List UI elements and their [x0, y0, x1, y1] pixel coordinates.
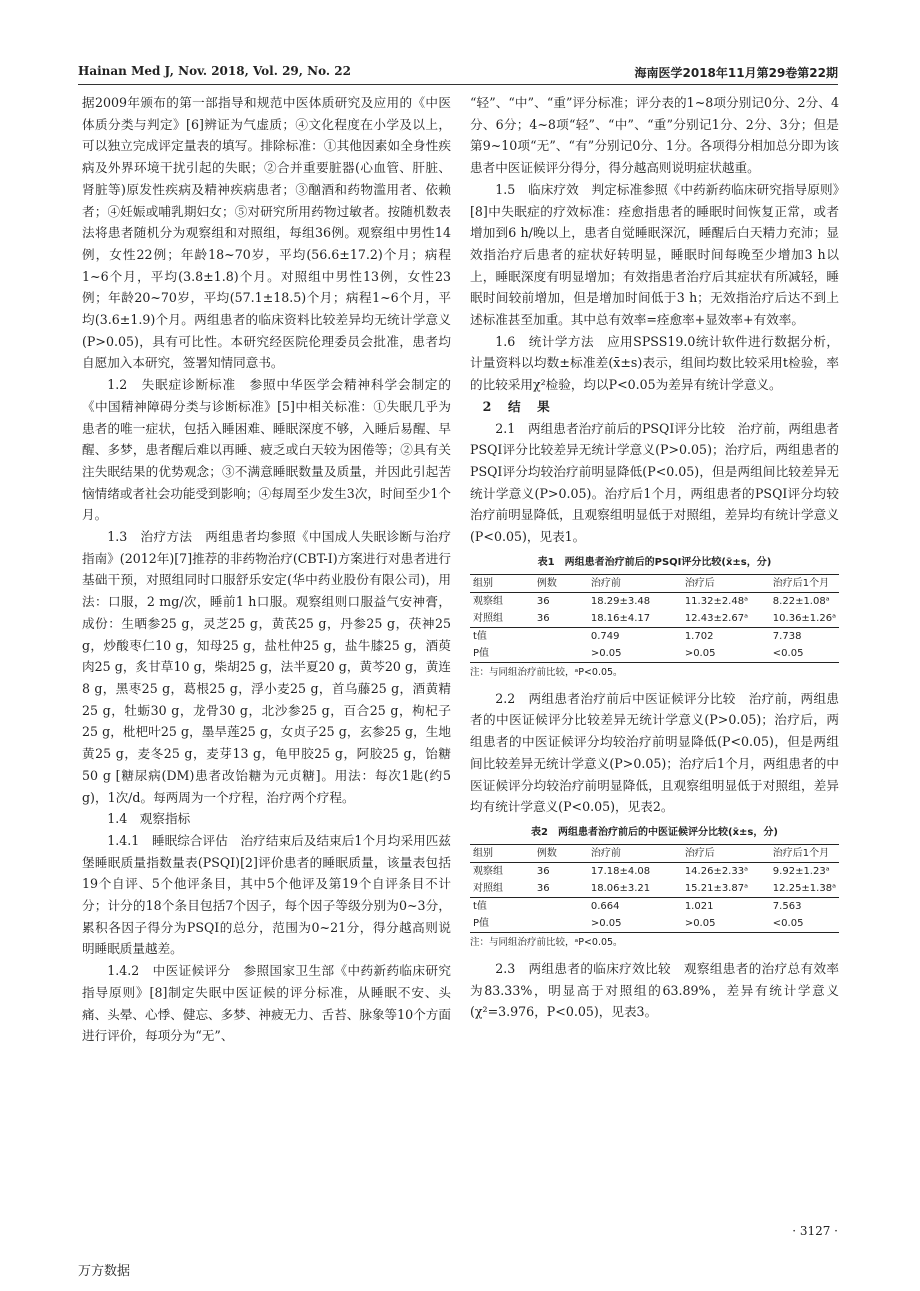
table-cell: 0.664	[588, 897, 682, 915]
journal-issue: 海南医学2018年11月第29卷第22期	[634, 66, 838, 80]
table-cell: 18.06±3.21	[590, 882, 651, 894]
journal-citation: Hainan Med J, Nov. 2018, Vol. 29, No. 22	[78, 64, 351, 78]
table-cell: 1.702	[682, 627, 770, 645]
table2	[470, 844, 839, 933]
table-cell: >0.05	[682, 645, 770, 663]
table-header-cell: 组别	[470, 844, 534, 862]
table-cell: 观察组	[473, 595, 503, 607]
table-header-cell: 治疗后1个月	[770, 844, 839, 862]
table-cell: P值	[470, 915, 534, 933]
paragraph: 1.6 统计学方法 应用SPSS19.0统计软件进行数据分析，计量资料以均数±标准差(x̄±s)表示，组间均数比较采用t检验，率的比较采用χ²检验，均以P<0.05为差异有统计学意义。	[470, 333, 839, 393]
table-cell: 0.749	[588, 627, 682, 645]
table-cell: 14.26±2.33ᵃ	[684, 865, 749, 877]
table-row	[470, 897, 839, 915]
table-header-cell: 治疗后1个月	[770, 574, 839, 592]
table1-note: 注：与同组治疗前比较，ᵃP<0.05。	[470, 666, 623, 678]
table-cell: 15.21±3.87ᵃ	[684, 882, 749, 894]
table-cell: P值	[470, 645, 534, 663]
table-cell: 18.16±4.17	[590, 612, 651, 624]
paragraph: “轻”、“中”、“重”评分标准；评分表的1~8项分别记0分、2分、4分、6分；4~8项“轻”、“中”、“重”分别记1分、2分、3分；但是第9~10项“无”、“有”分别记0分、1分。各项得分相加总分即为该患者中医证候评分得分，得分越高则说明症状越重。	[470, 95, 839, 176]
table-cell: 对照组	[473, 612, 503, 624]
table-cell	[534, 915, 588, 933]
table-row	[470, 862, 839, 880]
table-cell: 7.563	[770, 897, 839, 915]
paragraph: 2.1 两组患者治疗前后的PSQI评分比较 治疗前，两组患者PSQI评分比较差异无统计学意义(P>0.05)；治疗后，两组患者的PSQI评分均较治疗前明显降低(P<0.05)，但是两组间比较差异无统计学意义(P>0.05)。治疗后1个月，两组患者的PSQI评分均较治疗前明显降低，且观察组明显低于对照组，差异均有统计学意义(P<0.05)，见表1。	[470, 420, 839, 545]
paragraph: 据2009年颁布的第一部指导和规范中医体质研究及应用的《中医体质分类与判定》[6]辨证为气虚质；④文化程度在小学及以上，可以独立完成评定量表的填写。排除标准：①其他因素如全身性疾病及外界环境干扰引起的失眠；②合并重要脏器(心血管、肝脏、肾脏等)原发性疾病及精神疾病患者；③酗酒和药物滥用者、依赖者；④妊娠或哺乳期妇女；⑤对研究所用药物过敏者。按随机数表法将患者随机分为观察组和对照组，每组36例。观察组中男性14例，女性22例；年龄18~70岁，平均(56.6±17.2)个月；病程1~6个月，平均(3.8±1.8)个月。对照组中男性13例，女性23例；年龄20~70岁，平均(57.1±18.5)个月；病程1~6个月，平均(3.6±1.9)个月。两组患者的临床资料比较差异均无统计学意义(P>0.05)，具有可比性。本研究经医院伦理委员会批准，患者均自愿加入本研究，签署知情同意书。	[82, 95, 451, 371]
table-header-cell: 治疗前	[588, 574, 682, 592]
table-cell: 11.32±2.48ᵃ	[684, 595, 749, 607]
database-watermark: 万方数据	[78, 1264, 131, 1279]
table1	[470, 574, 839, 663]
table-cell: 8.22±1.08ᵃ	[772, 595, 830, 607]
paragraph: 2.2 两组患者治疗前后中医证候评分比较 治疗前，两组患者的中医证候评分比较差异无统计学意义(P>0.05)；治疗后，两组患者的中医证候评分均较治疗前明显降低(P<0.05)，但是两组间比较差异无统计学意义(P>0.05)；治疗后1个月，两组患者的中医证候评分均较治疗前明显降低，且观察组明显低于对照组，差异均有统计学意义(P<0.05)，见表2。	[470, 690, 839, 815]
paragraph: 1.4.1 睡眠综合评估 治疗结束后及结束后1个月均采用匹兹堡睡眠质量指数量表(PSQI)[2]评价患者的睡眠质量，该量表包括19个自评、5个他评条目，其中5个他评及第19个自评条目不计分；计分的18个条目包括7个因子，每个因子等级分别为0~3分，累积各因子得分为PSQI的总分，范围为0~21分，得分越高则说明睡眠质量越差。	[82, 832, 451, 957]
table-cell: 18.29±3.48	[590, 595, 651, 607]
table-header-cell: 治疗前	[588, 844, 682, 862]
table-cell: 1.021	[682, 897, 770, 915]
table-header-cell: 治疗后	[682, 574, 770, 592]
table-row	[470, 610, 839, 628]
table-cell: >0.05	[588, 645, 682, 663]
table-cell: 12.25±1.38ᵃ	[772, 882, 836, 894]
table-header-cell: 组别	[470, 574, 534, 592]
table-cell: 36	[536, 882, 550, 894]
table-header-cell: 例数	[534, 574, 588, 592]
table-cell: t值	[470, 627, 534, 645]
table-cell: 对照组	[473, 882, 503, 894]
table-cell: <0.05	[770, 915, 839, 933]
running-header	[78, 62, 838, 85]
table-row	[470, 592, 839, 610]
table-cell: >0.05	[588, 915, 682, 933]
table-cell: 36	[536, 595, 550, 607]
table-row	[470, 627, 839, 645]
table2-caption: 表2 两组患者治疗前后的中医证候评分比较(x̄±s，分)	[531, 826, 778, 838]
table-cell	[534, 897, 588, 915]
table-cell: 36	[536, 865, 550, 877]
left-column	[82, 92, 451, 1047]
page-number: · 3127 ·	[792, 1224, 838, 1238]
table-cell: <0.05	[770, 645, 839, 663]
table-cell: >0.05	[682, 915, 770, 933]
paragraph: 1.4.2 中医证候评分 参照国家卫生部《中药新药临床研究指导原则》[8]制定失眠中医证候的评分标准，从睡眠不安、头痛、头晕、心悸、健忘、多梦、神疲无力、舌苔、脉象等10个方面进行评价，每项分为“无”、	[82, 963, 451, 1044]
table-cell: 10.36±1.26ᵃ	[772, 612, 836, 624]
table-cell: 36	[536, 612, 550, 624]
table-cell: 观察组	[473, 865, 503, 877]
table-row	[470, 915, 839, 933]
section-title: 2 结 果	[482, 398, 552, 414]
paragraph: 2.3 两组患者的临床疗效比较 观察组患者的治疗总有效率为83.33%，明显高于对照组的63.89%，差异有统计学意义(χ²=3.976，P<0.05)，见表3。	[470, 960, 839, 1020]
table-cell: 9.92±1.23ᵃ	[772, 865, 830, 877]
table-row	[470, 645, 839, 663]
table-cell: 12.43±2.67ᵃ	[684, 612, 749, 624]
table-header-row	[470, 574, 839, 592]
table-cell: 7.738	[770, 627, 839, 645]
table-row	[470, 880, 839, 898]
paragraph: 1.5 临床疗效 判定标准参照《中药新药临床研究指导原则》[8]中失眠症的疗效标准：痊愈指患者的睡眠时间恢复正常，或者增加到6 h/晚以上，患者自觉睡眠深沉，睡醒后白天精力充沛；显效指治疗后患者的症状好转明显，睡眠时间每晚至少增加3 h以上，睡眠深度有明显增加；有效指患者治疗后其症状有所减轻，睡眠时间较前增加，但是增加时间低于3 h；无效指治疗后达不到上述标准甚至加重。其中总有效率=痊愈率+显效率+有效率。	[470, 181, 839, 328]
table1-caption: 表1 两组患者治疗前后的PSQI评分比较(x̄±s，分)	[537, 556, 772, 568]
paragraph: 1.2 失眠症诊断标准 参照中华医学会精神科学会制定的《中国精神障碍分类与诊断标准》[5]中相关标准：①失眠几乎为患者的唯一症状，包括入睡困难、睡眠深度不够，入睡后易醒、早醒、多梦，患者醒后难以再睡、疲乏或白天较为困倦等；②具有关注失眠结果的优势观念；③不满意睡眠数量及质量，并因此引起苦恼情绪或者社会功能受到影响；④每周至少发生3次，时间至少1个月。	[82, 377, 451, 523]
table-cell: 17.18±4.08	[590, 865, 651, 877]
table-cell	[534, 627, 588, 645]
table2-note: 注：与同组治疗前比较，ᵃP<0.05。	[470, 936, 623, 948]
table-header-cell: 例数	[534, 844, 588, 862]
table-cell	[534, 645, 588, 663]
table-header-cell: 治疗后	[682, 844, 770, 862]
paragraph: 1.3 治疗方法 两组患者均参照《中国成人失眠诊断与治疗指南》(2012年)[7]推荐的非药物治疗(CBT-I)方案进行对患者进行基础干预，对照组同时口服舒乐安定(华中药业股份有限公司)，用法：口服，2 mg/次，睡前1 h口服。观察组则口服益气安神膏，成份：生晒参25 g，灵芝25 g，黄芪25 g，丹参25 g，茯神25 g，炒酸枣仁10 g，知母25 g，盐杜仲25 g，盐牛膝25 g，酒萸肉25 g，炙甘草10 g，柴胡25 g，法半夏20 g，黄芩20 g，黄连8 g，黑枣25 g，葛根25 g，浮小麦25 g，首乌藤25 g，酒黄精25 g，牡蛎30 g，龙骨30 g，北沙参25 g，百合25 g，枸杞子25 g，枇杷叶25 g，墨旱莲25 g，女贞子25 g，玄参25 g，生地黄25 g，麦冬25 g，麦芽13 g，龟甲胶25 g，阿胶25 g，饴糖50 g [糖尿病(DM)患者改饴糖为元贞糖]。用法：每次1匙(约5 g)，1次/d。每两周为一个疗程，治疗两个疗程。	[82, 529, 451, 805]
section-heading: 1.4 观察指标	[107, 811, 191, 827]
table-header-row	[470, 844, 839, 862]
table-cell: t值	[470, 897, 534, 915]
right-column	[470, 92, 839, 1023]
